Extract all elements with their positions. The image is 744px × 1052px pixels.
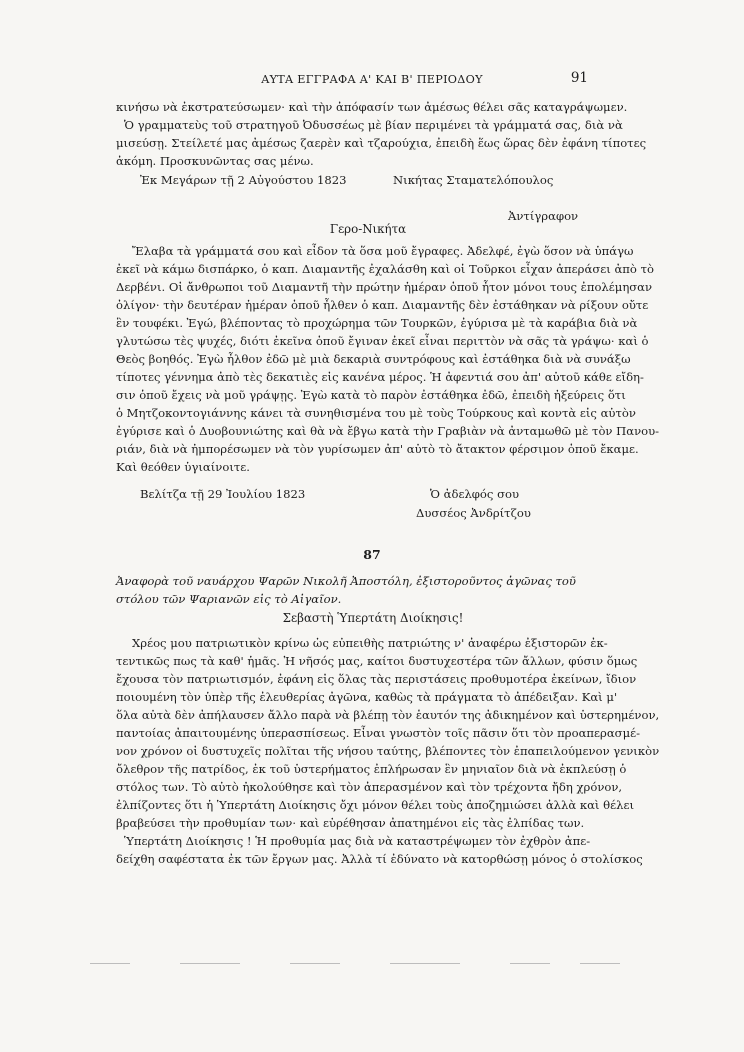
text-line: ποιουμένη τὸν ὑπὲρ τῆς ἐλευθερίας ἀγῶνα, καθὼς τὰ πράγματα τὸ ἀπέδειξαν. Καὶ μ' (116, 690, 618, 704)
text-line: ἐγύρισε καὶ ὁ Δυοβουνιώτης καὶ θὰ νὰ ἔβγω κατὰ τὴν Γραβιὰν νὰ ἀνταμωθῶ μὲ τὸν Πανου- (116, 424, 660, 438)
text-line: ἔχουσα τὸν πατριωτισμόν, ἐφάνη εἰς ὅλας τὰς περιστάσεις προθυμοτέρα ἐκείνων, ἴδιον (116, 672, 637, 686)
text-line: δείχθη σαφέστατα ἐκ τῶν ἔργων μας. Ἀλλὰ τί ἐδύνατο νὰ κατορθώσῃ μόνος ὁ στολίσκος (116, 852, 643, 866)
letter1-place-date: Ἐκ Μεγάρων τῇ 2 Αὐγούστου 1823 (140, 173, 347, 187)
text-line: ἐλπίζοντες ὅτι ἡ Ὑπερτάτη Διοίκησις ὄχι μόνον θέλει τοὺς ἀποζημιώσει ἀλλὰ καὶ θέλει (116, 798, 635, 812)
copy-label: Ἀντίγραφον (508, 209, 579, 223)
text-line: κινήσω νὰ ἐκστρατεύσωμεν· καὶ τὴν ἀπόφασίν των ἀμέσως θέλει σᾶς καταγράψωμεν. (116, 100, 628, 114)
document-salutation: Σεβαστὴ Ὑπερτάτη Διοίκησις! (282, 611, 464, 625)
text-line: Καὶ θεόθεν ὑγιαίνοιτε. (116, 460, 250, 474)
text-line: τίποτες γέννημα ἀπὸ τὲς δεκατιὲς εἰς κανένα μέρος. Ἡ ἀφεντιά σου ἀπ' αὐτοῦ κάθε εἴδη- (116, 370, 644, 384)
text-line: νον χρόνον οἱ δυστυχεῖς πολῖται τῆς νήσου ταύτης, βλέποντες τὸν ἐπαπειλούμενον γενικὸν (116, 744, 660, 758)
text-line: ὀλίγον· τὴν δευτέραν ἡμέραν ὁποῦ ἦλθεν ὁ καπ. Διαμαντῆς δὲν ἐστάθηκαν νὰ ρίξουν οὔτε (116, 298, 649, 312)
text-line: Ὁ γραμματεὺς τοῦ στρατηγοῦ Ὀδυσσέως μὲ βίαν περιμένει τὰ γράμματά σας, διὰ νὰ (124, 118, 623, 132)
doc87-body (116, 634, 660, 868)
text-line: Χρέος μου πατριωτικὸν κρίνω ὡς εὐπειθὴς πατριώτης ν' ἀναφέρω ἐξιστορῶν ἐκ- (132, 636, 608, 650)
letter2-closing: Ὁ ἀδελφός σου (430, 487, 520, 501)
text-line: γλυτώσω τὲς ψυχές, διότι ἐκεῖνα ὁποῦ ἔγιναν ἐκεῖ εἶναι περιττὸν νὰ σᾶς τὰ γράψω· καὶ ὁ (116, 334, 649, 348)
running-header: ΑΥΤΑ ΕΓΓΡΑΦΑ Α' ΚΑΙ Β' ΠΕΡΙΟΔΟΥ (261, 73, 483, 86)
text-line: Ἔλαβα τὰ γράμματά σου καὶ εἶδον τὰ ὅσα μοῦ ἔγραφες. Ἀδελφέ, ἐγὼ ὅσον νὰ ὑπάγω (132, 244, 634, 258)
text-line: παντοίας ἀπαιτουμένης ὑπερασπίσεως. Εἶναι γνωστὸν τοῖς πᾶσιν ὅτι τὸν προαπερασμέ- (116, 726, 641, 740)
letter2-body (116, 242, 660, 476)
text-line: ὁ Μητζοκοντογιάννης κάνει τὰ συνηθισμένα του μὲ τοὺς Τούρκους καὶ κοντὰ εἰς αὐτὸν (116, 406, 636, 420)
text-line: Ὑπερτάτη Διοίκησις ! Ἡ προθυμία μας διὰ νὰ καταστρέψωμεν τὸν ἐχθρὸν ἀπε- (124, 834, 591, 848)
document-caption: Ἀναφορὰ τοῦ ναυάρχου Ψαρῶν Νικολῆ Ἀποστόλη, ἐξιστοροῦντος ἀγῶνας τοῦ στόλου τῶν Ψαριανῶν εἰς τὸ Αἰγαῖον. (116, 574, 576, 606)
text-line: ἓν τουφέκι. Ἐγώ, βλέποντας τὸ προχώρημα τῶν Τουρκῶν, ἐγύρισα μὲ τὰ καράβια διὰ νὰ (116, 316, 638, 330)
text-line: Θεὸς βοηθός. Ἐγὼ ἦλθον ἐδῶ μὲ μιὰ δεκαριὰ συντρόφους καὶ ἐστάθηκα διὰ νὰ συνάξω (116, 352, 631, 366)
letter2-place-date: Βελίτζα τῇ 29 Ἰουλίου 1823 (140, 487, 306, 501)
text-line: ὅλα αὐτὰ δὲν ἀπήλαυσεν ἄλλο παρὰ νὰ βλέπῃ τὸν ἑαυτόν της ἀδικημένον καὶ ὑστερημένον, (116, 708, 660, 722)
text-line: Δερβένι. Οἱ ἄνθρωποι τοῦ Διαμαντῆ τὴν πρώτην ἡμέραν ὁποῦ ἦτον μόνοι τους ἐπολέμησαν (116, 280, 653, 294)
document-number: 87 (363, 547, 381, 562)
text-line: ὄλεθρον τῆς πατρίδος, ἐκ τοῦ ὑστερήματος ἐπλήρωσαν ἓν μηνιαῖον διὰ νὰ ἐκπλεύσῃ ὁ (116, 762, 627, 776)
text-line: στόλος των. Τὸ αὐτὸ ἠκολούθησε καὶ τὸν ἀπερασμένον καὶ τὸν τρέχοντα ἤδη χρόνον, (116, 780, 623, 794)
letter1-signature: Νικήτας Σταματελόπουλος (393, 173, 554, 187)
text-line: μισεύσῃ. Στείλετέ μας ἀμέσως ζαερὲν καὶ τζαρούχια, ἐπειδὴ ἕως ὥρας δὲν ἐφάνη τίποτες (116, 136, 647, 150)
letter2-signature: Δυσσέος Ἀνδρίτζου (416, 506, 531, 520)
scan-artifact-marks (90, 963, 650, 969)
text-line: ἀκόμη. Προσκυνῶντας σας μένω. (116, 154, 314, 168)
text-line: ριάν, διὰ νὰ ἠμπορέσωμεν νὰ τὸν γυρίσωμεν ἀπ' αὐτὸ τὸ ἄτακτον φέρσιμον ὁποῦ ἔκαμε. (116, 442, 639, 456)
text-line: βραβεύσει τὴν προθυμίαν των· καὶ εὑρέθησαν ἀπατημένοι εἰς τὰς ἐλπίδας των. (116, 816, 585, 830)
letter1-body (116, 98, 647, 170)
text-line: τεντικῶς πως τὰ καθ' ἡμᾶς. Ἡ νῆσός μας, καίτοι δυστυχεστέρα τῶν ἄλλων, φύσιν ὅμως (116, 654, 638, 668)
page-number: 91 (570, 70, 588, 86)
text-line: σιν ὁποῦ ἔχεις νὰ μοῦ γράψῃς. Ἐγὼ κατὰ τὸ παρὸν ἐστάθηκα ἐδῶ, ἐπειδὴ ἠξεύρεις ὅτι (116, 388, 626, 402)
letter2-addressee: Γερο-Νικήτα (329, 222, 407, 236)
text-line: ἐκεῖ νὰ κάμω δισπάρκο, ὁ καπ. Διαμαντῆς ἐχαλάσθη καὶ οἱ Τοῦρκοι εἶχαν ἀπεράσει ἀπὸ τὸ (116, 262, 654, 276)
